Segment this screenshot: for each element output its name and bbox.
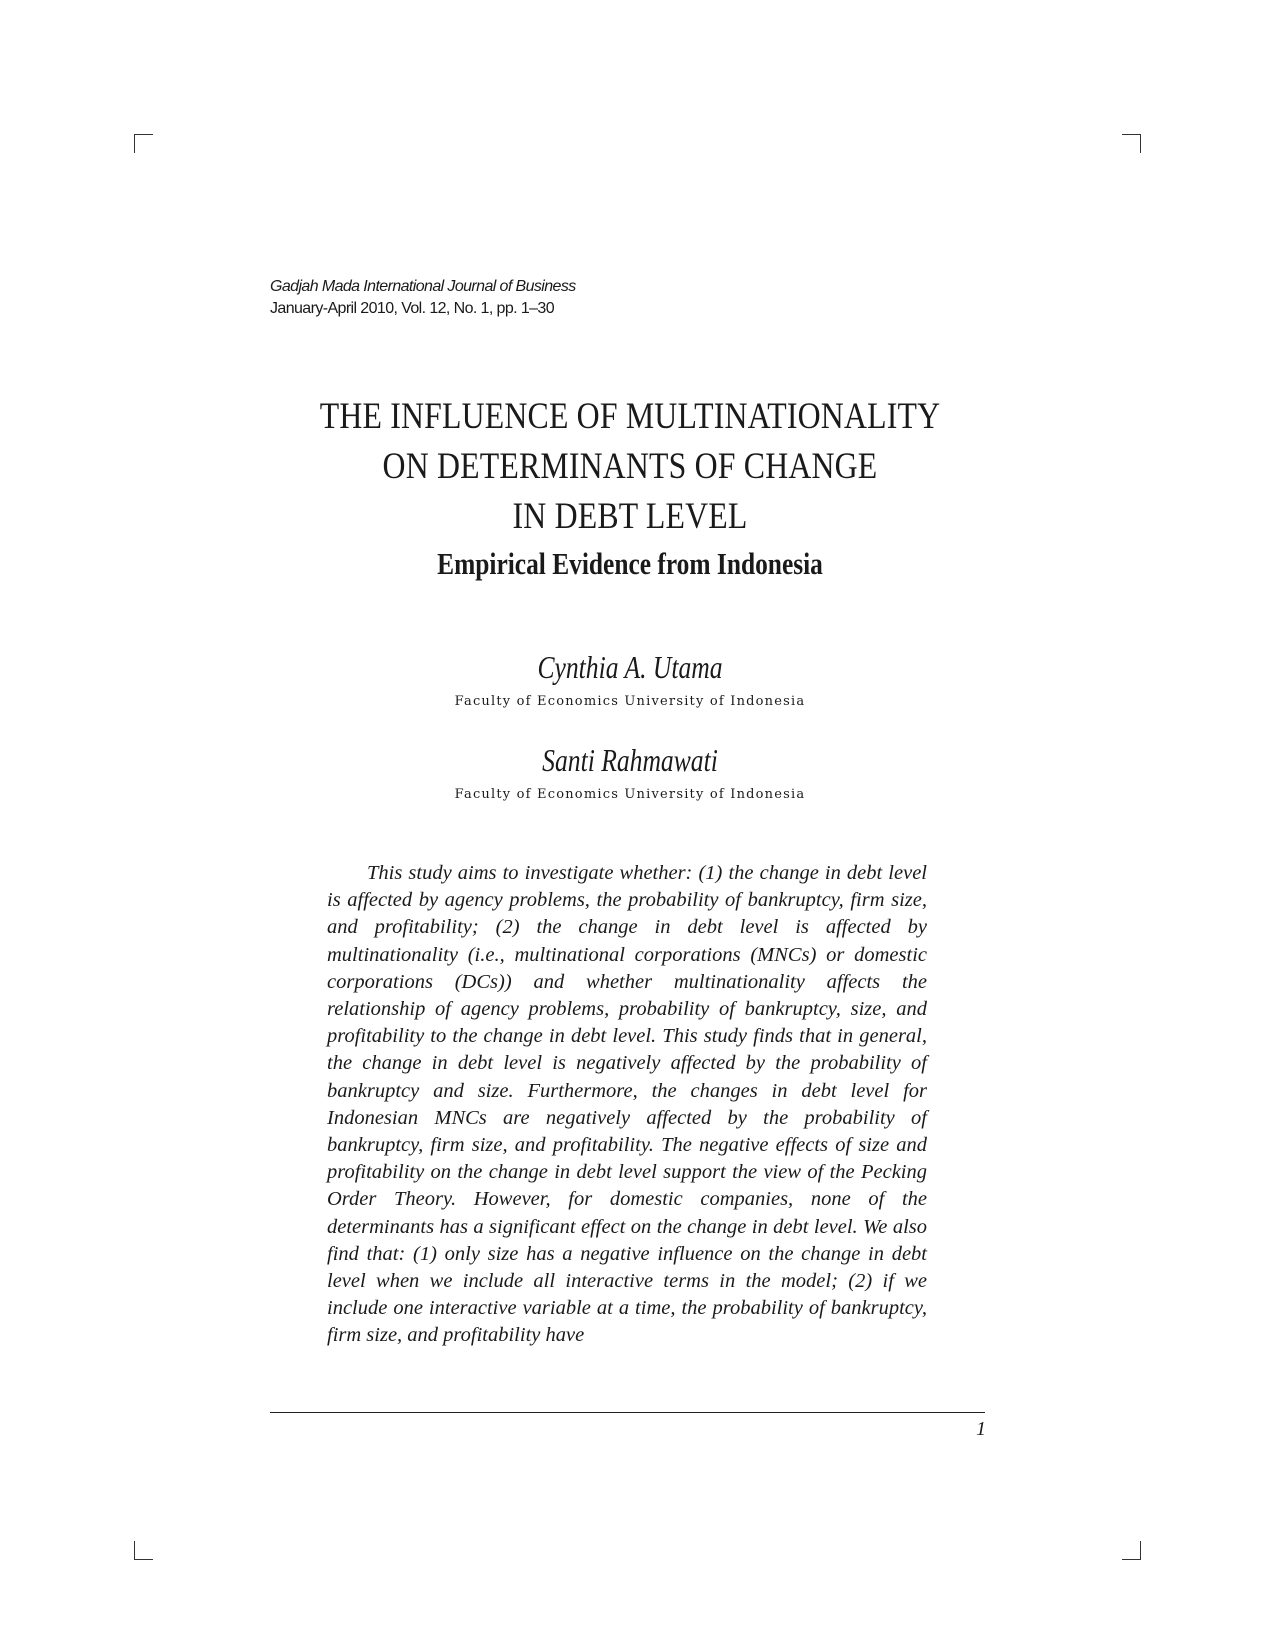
page-number: 1	[976, 1418, 986, 1440]
journal-name: Gadjah Mada International Journal of Business	[270, 278, 576, 295]
crop-mark-top-right	[1122, 134, 1141, 153]
author-affiliation: Faculty of Economics University of Indonesia	[454, 787, 806, 802]
paper-title-block	[240, 392, 1020, 584]
paper-subtitle: Empirical Evidence from Indonesia	[437, 546, 823, 581]
crop-mark-bottom-right	[1122, 1541, 1141, 1560]
author-block	[240, 740, 1020, 806]
author-name: Santi Rahmawati	[542, 742, 718, 778]
author-affiliation: Faculty of Economics University of Indonesia	[454, 694, 806, 709]
paper-title-line-2: ON DETERMINANTS OF CHANGE	[382, 446, 878, 487]
footer-rule	[270, 1412, 985, 1413]
crop-mark-top-left	[134, 134, 153, 153]
journal-issue: January-April 2010, Vol. 12, No. 1, pp. 1–30	[270, 300, 555, 317]
paper-title-line-1: THE INFLUENCE OF MULTINATIONALITY	[319, 396, 941, 437]
journal-header	[270, 276, 576, 320]
abstract: This study aims to investigate whether: (1) the change in debt level is affected by agency problems, the probability of bankruptcy, firm size, and profitability; (2) the change in debt level is affected by multinationality (i.e., multinational corporations (MNCs) or domestic corporations (DCs)) and whether multinationality affects the relationship of agency problems, probability of bankruptcy, size, and profitability to the change in debt level. This study finds that in general, the change in debt level is negatively affected by the probability of bankruptcy and size. Furthermore, the changes in debt level for Indonesian MNCs are negatively affected by the probability of bankruptcy, firm size, and profitability. The negative effects of size and profitability on the change in debt level support the view of the Pecking Order Theory. However, for domestic companies, none of the determinants has a significant effect on the change in debt level. We also find that: (1) only size has a negative influence on the change in debt level when we include all interactive terms in the model; (2) if we include one interactive variable at a time, the probability of bankruptcy, firm size, and profitability have	[327, 862, 927, 1347]
paper-title-line-3: IN DEBT LEVEL	[512, 496, 748, 537]
author-block	[240, 647, 1020, 713]
crop-mark-bottom-left	[134, 1541, 153, 1560]
author-name: Cynthia A. Utama	[537, 649, 723, 685]
